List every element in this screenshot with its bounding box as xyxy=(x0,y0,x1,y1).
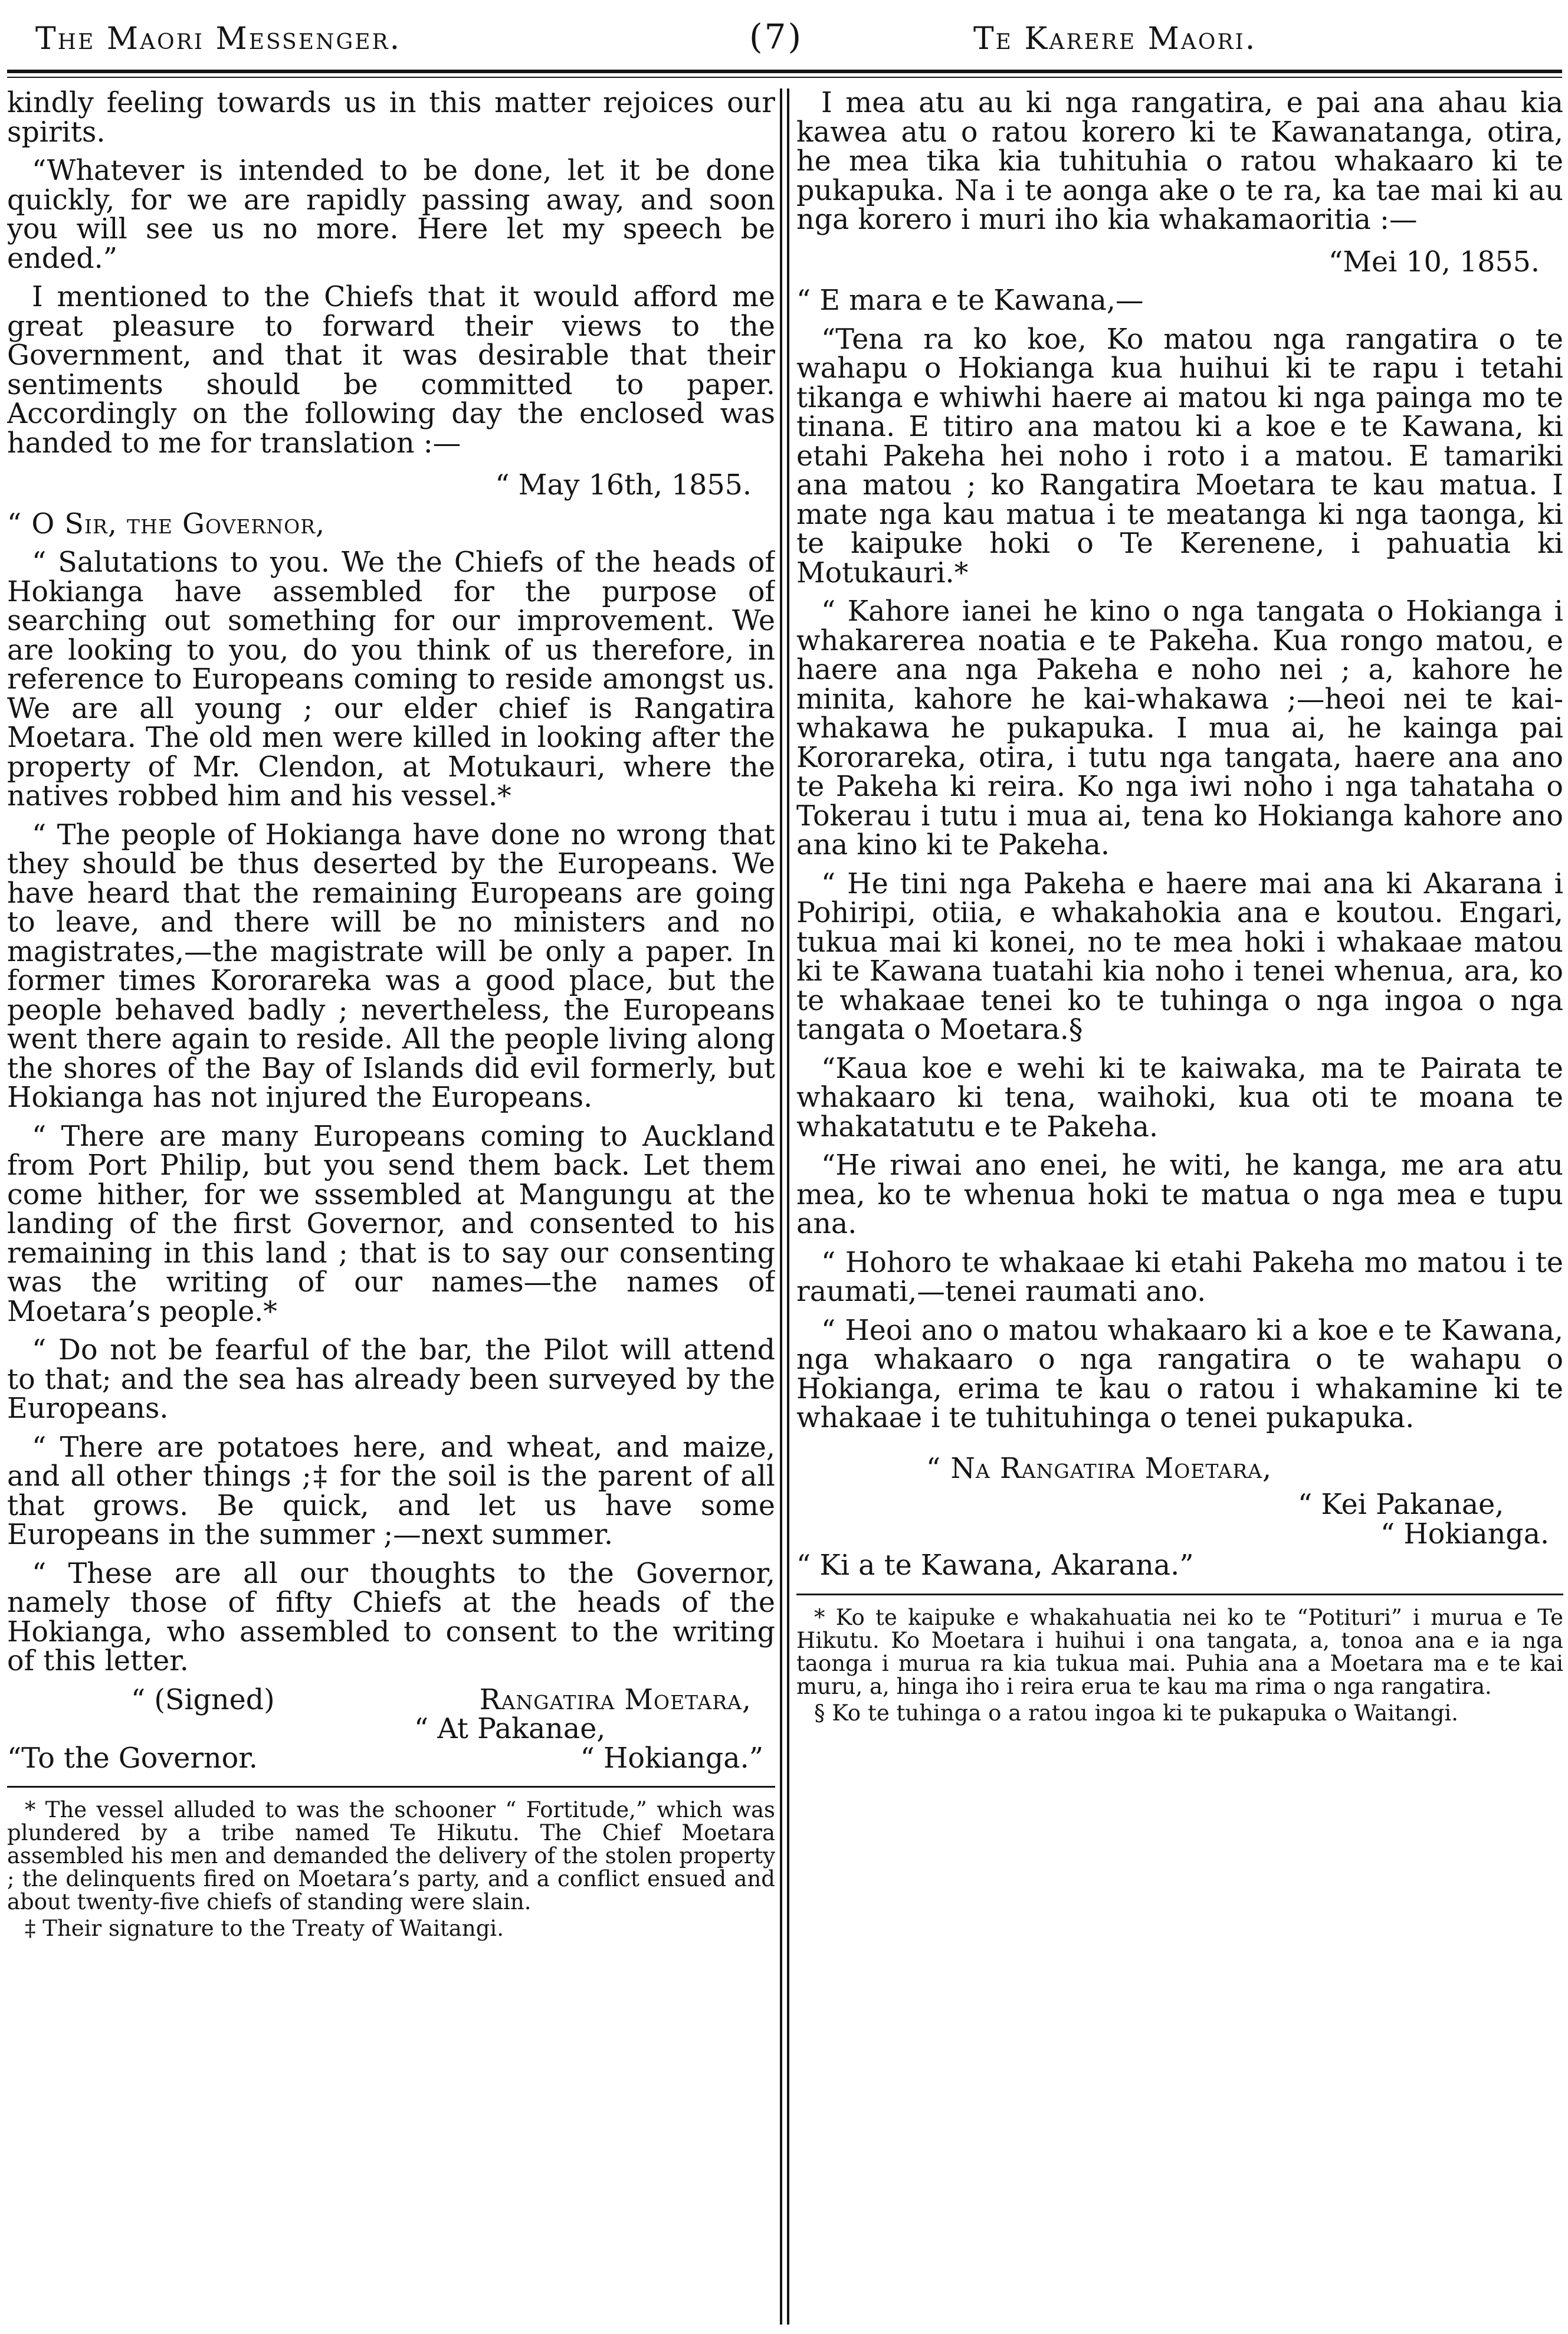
signer-name: “ Na Rangatira Moetara, xyxy=(926,1452,1272,1485)
column-divider-b xyxy=(787,88,789,2325)
paragraph: kindly feeling towards us in this matter rejoices our spirits. xyxy=(7,88,775,149)
letter-salutation: “ O Sir, the Governor, xyxy=(7,507,326,540)
paragraph: I mea atu au ki nga rangatira, e pai ana ahau kia kawea atu o ratou korero ki te Kawanatanga, otira, he mea tika kia tuhituhia o ratou whakaaro ki te pukapuka. Na i te aonga ake o te ra, ka tae mai ki au nga korero i muri iho kia whakamaoritia :— xyxy=(796,88,1563,236)
paragraph: “ He tini nga Pakeha e haere mai ana ki Akarana i Pohiripi, otiia, e whakahokia ana e koutou. Engari, tukua mai ki konei, no te mea hoki i whakaae matou ki te Kawana tuatahi kia noho i tenei whenua, ara, ko te whakaae tenei ko te tuhinga o nga ingoa o nga tangata o Moetara.§ xyxy=(796,867,1563,1046)
footnote: * Ko te kaipuke e whakahuatia nei ko te “Potituri” i murua e Te Hikutu. Ko Moetara i huihui i ona tangata, a, tonoa ana e ia nga taonga i murua ra kia tukua mai. Puhia ana a Moetara ma e te kai muru, a, hinga iho i reira erua te kau ma rima o nga rangatira. xyxy=(796,1604,1563,1699)
paragraph: I mentioned to the Chiefs that it would afford me great pleasure to forward their views to the Government, and that it was desirable that their sentiments should be committed to paper. Accordingly on the following day the enclosed was handed to me for translation :— xyxy=(7,281,775,460)
paragraph: “ The people of Hokianga have done no wrong that they should be thus deserted by the Europeans. We have heard that the remaining Europeans are going to leave, and there will be no ministers and no magistrates,—the magistrate will be only a paper. In former times Kororareka was a good place, but the people behaved badly ; nevertheless, the Europeans went there again to reside. All the people living along the shores of the Bay of Islands did evil formerly, but Hokianga has not injured the Europeans. xyxy=(7,818,775,1114)
letter-salutation: “ E mara e te Kawana,— xyxy=(796,284,1144,317)
letter-date: “Mei 10, 1855. xyxy=(1328,245,1540,278)
footnote-rule xyxy=(7,1786,775,1788)
header-rule-thick xyxy=(7,70,1562,73)
addressee: “ Ki a te Kawana, Akarana.” xyxy=(796,1549,1194,1582)
signature-block xyxy=(7,1683,775,1775)
signed-label: “ (Signed) xyxy=(131,1683,275,1716)
paragraph: “ Kahore ianei he kino o nga tangata o Hokianga i whakarerea noatia e te Pakeha. Kua rongo matou, e haere ana nga Pakeha e noho nei ; a, kahore he minita, kahore he kai-whakawa ;—heoi nei te kai-whakawa he pukapuka. I mua ai, he kainga pai Kororareka, otira, i tutu nga tangata, haere ana ano te Pakeha ki reira. Ko nga iwi noho i nga tahataha o Tokerau i tutu i mua ai, tena ko Hokianga kahore ano ana kino ki te Pakeha. xyxy=(796,595,1563,861)
paragraph: “ Do not be fearful of the bar, the Pilot will attend to that; and the sea has already been surveyed by the Europeans. xyxy=(7,1334,775,1425)
footnotes xyxy=(796,1606,1563,1725)
addressee: “To the Governor. xyxy=(7,1742,258,1775)
signer-name: Rangatira Moetara, xyxy=(479,1683,752,1716)
column-divider-a xyxy=(780,88,782,2325)
letter-date: “ May 16th, 1855. xyxy=(495,469,752,501)
paragraph: “ There are many Europeans coming to Auckland from Port Philip, but you send them back. Let them come hither, for we sssembled at Mangungu at the landing of the first Governor, and consented to his remaining in this land ; that is to say our consenting was the writing of our names—the names of Moetara’s people.* xyxy=(7,1120,775,1328)
signature-block xyxy=(796,1454,1563,1581)
page-number: (7) xyxy=(749,17,803,57)
paragraph: “ Hohoro te whakaae ki etahi Pakeha mo matou i te raumati,—tenei raumati ano. xyxy=(796,1246,1563,1308)
paragraph: “Kaua koe e wehi ki te kaiwaka, ma te Pairata te whakaaro ki tena, waihoki, kua oti te moana te whakatatutu e te Pakeha. xyxy=(796,1052,1563,1143)
header-rule-thin xyxy=(7,77,1562,78)
footnote-rule xyxy=(796,1594,1563,1595)
header-english-title: The Maori Messenger. xyxy=(35,21,402,57)
maori-column xyxy=(796,88,1563,2325)
footnote: ‡ Their signature to the Treaty of Waitangi. xyxy=(25,1916,504,1941)
paragraph: “ There are potatoes here, and wheat, and maize, and all other things ;‡ for the soil is the parent of all that grows. Be quick, and let us have some Europeans in the summer ;—next summer. xyxy=(7,1431,775,1551)
english-column xyxy=(7,88,775,2325)
paragraph: “Tena ra ko koe, Ko matou nga rangatira o te wahapu o Hokianga kua huihui ki te rapu i tetahi tikanga e whiwhi haere ai matou ki nga painga mo te tinana. E titiro ana matou ki a koe e te Kawana, ki etahi Pakeha hei noho i roto i a matou. E tamariki ana matou ; ko Rangatira Moetara te kau matua. I mate nga kau matua i te meatanga ki nga taonga, ki te kaipuke hoki o Te Kerenene, i pahuatia ki Motukauri.* xyxy=(796,323,1563,589)
paragraph: “He riwai ano enei, he witi, he kanga, me ara atu mea, ko te whenua hoki te matua o nga mea e tupu ana. xyxy=(796,1149,1563,1240)
paragraph: “Whatever is intended to be done, let it be done quickly, for we are rapidly passing away, and soon you will see us no more. Here let my speech be ended.” xyxy=(7,155,775,275)
paragraph: “ Salutations to you. We the Chiefs of the heads of Hokianga have assembled for the purpose of searching out something for our improvement. We are looking to you, do you think of us therefore, in reference to Europeans coming to reside amongst us. We are all young ; our elder chief is Rangatira Moetara. The old men were killed in looking after the property of Mr. Clendon, at Motukauri, where the natives robbed him and his vessel.* xyxy=(7,546,775,812)
header-maori-title: Te Karere Maori. xyxy=(973,21,1257,57)
signer-place: “ At Pakanae, xyxy=(414,1713,606,1745)
footnote: § Ko te tuhinga o a ratou ingoa ki te pukapuka o Waitangi. xyxy=(814,1700,1459,1726)
footnote: * The vessel alluded to was the schooner “ Fortitude,” which was plundered by a tribe named Te Hikutu. The Chief Moetara assembled his men and demanded the delivery of the stolen property ; the delinquents fired on Moetara’s party, and a conflict ensued and about twenty-five chiefs of standing were slain. xyxy=(7,1797,775,1915)
signer-district: “ Hokianga.” xyxy=(580,1742,763,1775)
footnotes xyxy=(7,1798,775,1940)
paragraph: “ These are all our thoughts to the Governor, namely those of fifty Chiefs at the heads of the Hokianga, who assembled to consent to the writing of this letter. xyxy=(7,1557,775,1677)
page-header xyxy=(0,0,1568,77)
signer-place: “ Kei Pakanae, xyxy=(1298,1489,1504,1521)
paragraph: “ Heoi ano o matou whakaaro ki a koe e te Kawana, nga whakaaro o nga rangatira o te wahapu o Hokianga, erima te kau o ratou i whakamine ki te whakaae i te tuhituhinga o tenei pukapuka. xyxy=(796,1314,1563,1434)
signer-district: “ Hokianga. xyxy=(1380,1517,1550,1550)
